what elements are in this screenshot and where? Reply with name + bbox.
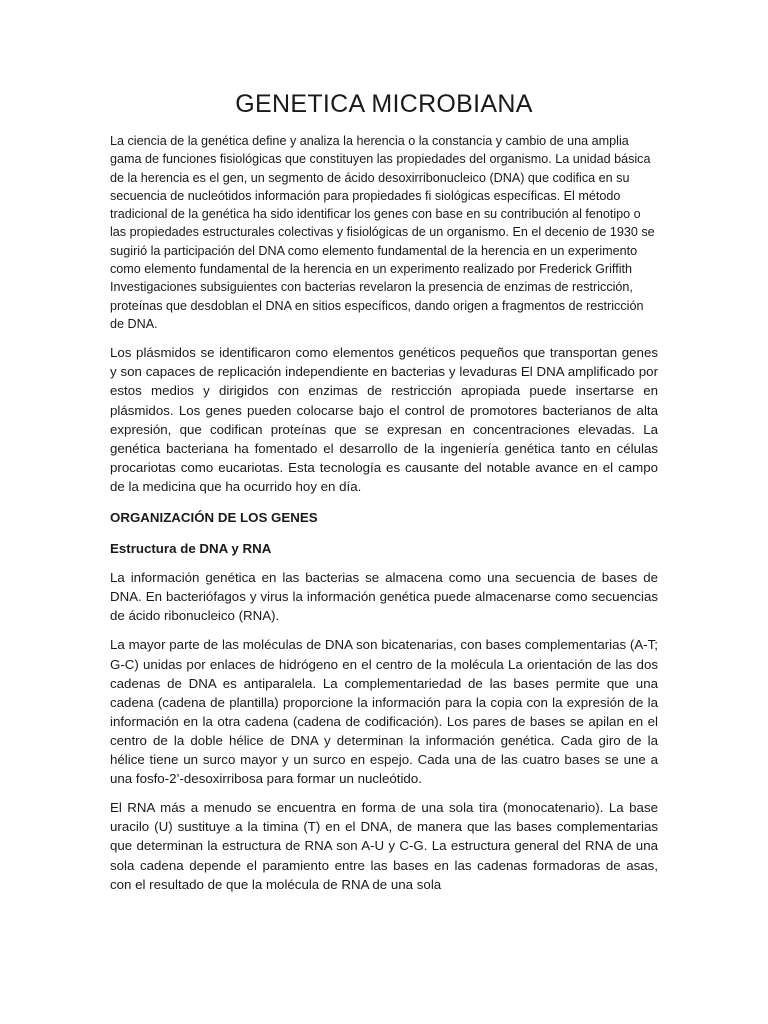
paragraph-rna: El RNA más a menudo se encuentra en forma de una sola tira (monocatenario). La base uracilo (U) sustituye a la timina (T) en el DNA, de manera que las bases complementarias que determinan la estructura de RNA son A-U y C-G. La estructura general del RNA de una sola cadena depende el paramiento entre las bases en las cadenas formadoras de asas, con el resultado de que la molécula de RNA de una sola bbox=[110, 800, 658, 892]
section-heading-organization: ORGANIZACIÓN DE LOS GENES bbox=[110, 510, 318, 526]
paragraph-genetic-information: La información genética en las bacterias se almacena como una secuencia de bases de DNA. En bacteriófagos y virus la información genética puede almacenarse como secuencias de ácido ribonucleico (RNA). bbox=[110, 570, 658, 624]
subsection-heading-structure: Estructura de DNA y RNA bbox=[110, 541, 272, 557]
page-title: GENETICA MICROBIANA bbox=[235, 90, 533, 118]
paragraph-plasmids: Los plásmidos se identificaron como elementos genéticos pequeños que transportan genes y son capaces de replicación independiente en bacterias y levaduras El DNA amplificado por estos medios y dirigidos con enzimas de restricción apropiada puede insertarse en plásmidos. Los genes pueden colocarse bajo el control de promotores bacterianos de alta expresión, que codifican proteínas que se expresan en concentraciones elevadas. La genética bacteriana ha fomentado el desarrollo de la ingeniería genética tanto en células procariotas como eucariotas. Esta tecnología es causante del notable avance en el campo de la medicina que ha ocurrido hoy en día. bbox=[110, 345, 658, 494]
paragraph-intro: La ciencia de la genética define y analiza la herencia o la constancia y cambio de una amplia gama de funciones fisiológicas que constituyen las propiedades del organismo. La unidad básica de la herencia es el gen, un segmento de ácido desoxirribonucleico (DNA) que codifica en su secuencia de nucleótidos información para propiedades fi siológicas específicas. El método tradicional de la genética ha sido identificar los genes con base en su contribución al fenotipo o las propiedades estructurales colectivas y fisiológicas de un organismo. En el decenio de 1930 se sugirió la participación del DNA como elemento fundamental de la herencia en un experimento como elemento fundamental de la herencia en un experimento realizado por Frederick Griffith Investigaciones subsiguientes con bacterias revelaron la presencia de enzimas de restricción, proteínas que desdoblan el DNA en sitios específicos, dando origen a fragmentos de restricción de DNA. bbox=[110, 134, 655, 331]
paragraph-dna-molecules: La mayor parte de las moléculas de DNA son bicatenarias, con bases complementarias (A-T; G-C) unidas por enlaces de hidrógeno en el centro de la molécula La orientación de las dos cadenas de DNA es antiparalela. La complementariedad de las bases permite que una cadena (cadena de plantilla) proporcione la información para la copia con la expresión de la información en la otra cadena (cadena de codificación). Los pares de bases se apilan en el centro de la doble hélice de DNA y determinan la información genética. Cada giro de la hélice tiene un surco mayor y un surco en espejo. Cada una de las cuatro bases se une a una fosfo-2’-desoxirribosa para formar un nucleótido. bbox=[110, 637, 658, 787]
